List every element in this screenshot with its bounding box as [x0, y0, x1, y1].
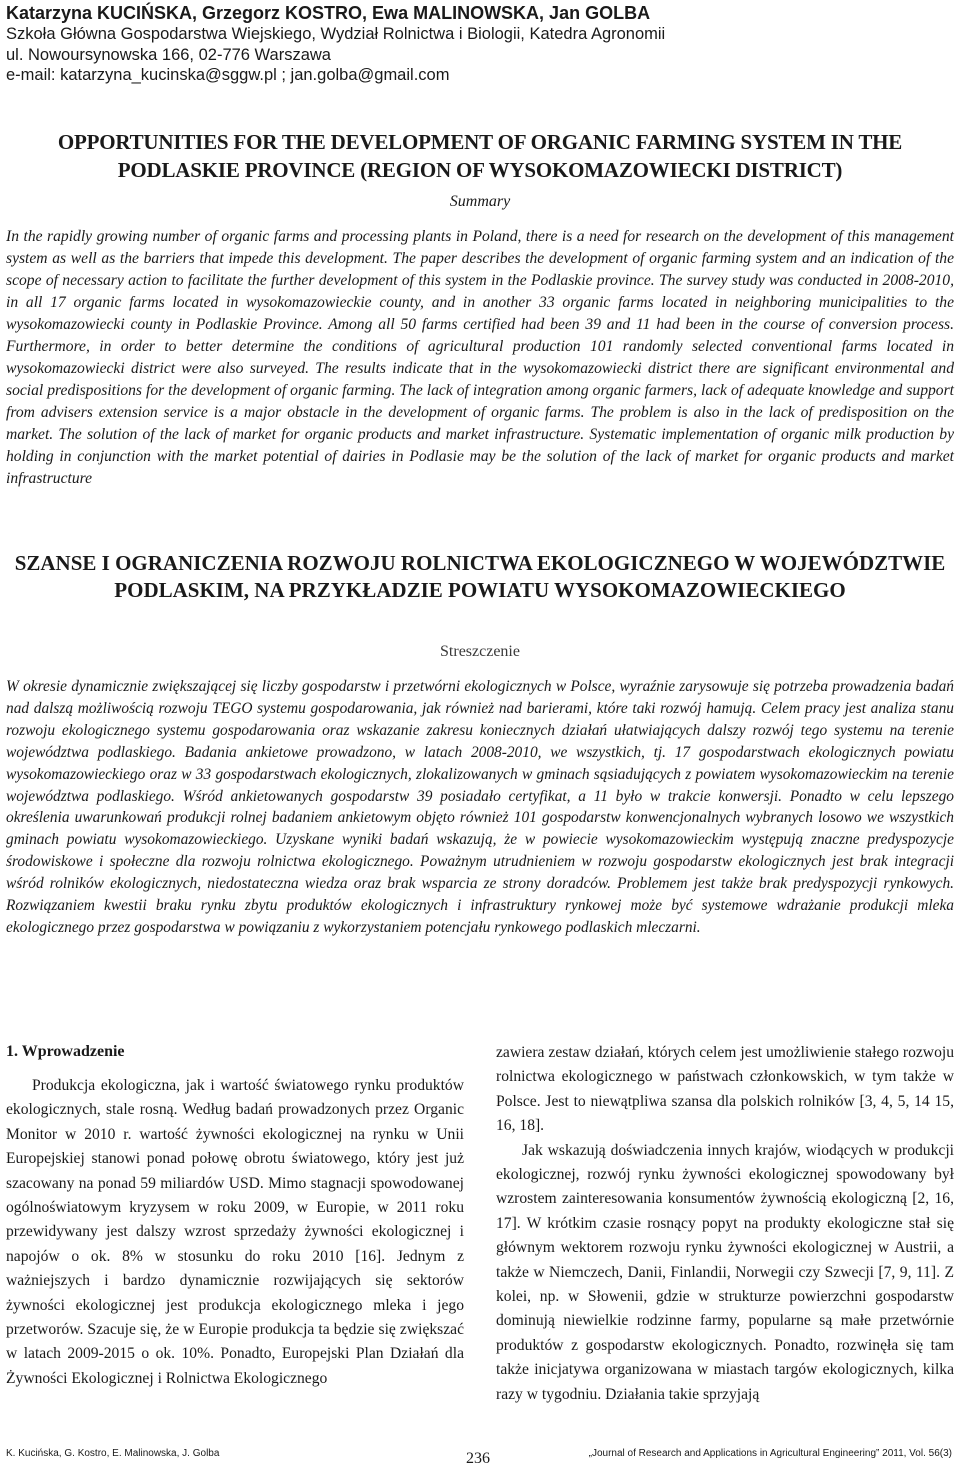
authors: Katarzyna KUCIŃSKA, Grzegorz KOSTRO, Ewa MALINOWSKA, Jan GOLBA — [6, 3, 651, 23]
footer-journal: „Journal of Research and Applications in Agricultural Engineering” 2011, Vol. 56(3) — [588, 1448, 952, 1459]
affiliation: Szkoła Główna Gospodarstwa Wiejskiego, Wydział Rolnictwa i Biologii, Katedra Agronomii — [6, 25, 666, 43]
title-english: OPPORTUNITIES FOR THE DEVELOPMENT OF ORGANIC FARMING SYSTEM IN THE PODLASKIE PROVINCE (REGION OF WYSOKOMAZOWIECKI DISTRICT) — [57, 130, 903, 182]
title-polish: SZANSE I OGRANICZENIA ROZWOJU ROLNICTWA EKOLOGICZNEGO W WOJEWÓDZTWIE PODLASKIM, NA PRZYKŁADZIE POWIATU WYSOKOMAZOWIECKIEGO — [14, 551, 946, 602]
author-info — [6, 2, 946, 86]
address: ul. Nowoursynowska 166, 02-776 Warszawa — [6, 45, 331, 64]
summary-text: In the rapidly growing number of organic farms and processing plants in Poland, there is a need for research on the development of this management system as well as the barriers that impede this development. The paper describes the development of organic farming system and an indication of the scope of necessary action to facilitate the further development of this system in the Podlaskie province. The survey study was conducted in 2008-2010, in all 17 organic farms located in wysokomazowieckie county, and in another 33 organic farms located in neighboring municipalities to the wysokomazowiecki county in Podlaskie Province. Among all 50 farms certified had been 39 and 11 had been in the course of conversion process. Furthermore, in order to better determine the conditions of agricultural production 101 randomly selected conventional farms located in wysokomazowiecki district were also surveyed. The results indicate that in the wysokomazowiecki district there are significant environmental and social predispositions for the development of organic farming. The lack of integration among organic farmers, lack of adequate knowledge and support from advisers extension service is a major obstacle in the development of organic farms. The problem is also in the lack of predisposition on the market. The solution of the lack of market for organic products and market infrastructure. Systematic implementation of organic milk production by holding in conjunction with the market potential of dairies in Podlasie may be the solution of the lack of market for organic products and market infrastructure — [6, 228, 954, 487]
section-heading: 1. Wprowadzenie — [6, 1043, 125, 1060]
right-column — [496, 1041, 954, 1407]
paragraph: Jak wskazują doświadczenia innych krajów, wiodących w produkcji ekologicznej, rozwój rynku żywności ekologicznej spowodowany był wzrostem zainteresowania konsumentów żywnością ekologiczną [2, 16, 17]. W krótkim czasie rosnący popyt na produkty ekologiczne stał się głównym wektorem rozwoju rynku żywności ekologicznej w Austrii, a także w Niemczech, Danii, Finlandii, Norwegii czy Szwecji [7, 9, 11]. Z kolei, np. w Słowenii, gdzie w strukturze powierzchni gospodarstw dominują niewielkie rodzinne farmy, popularne są małe przetwórnie produktów z gospodarstw ekologicznych. Ponadto, rozwinęła się tam także inicjatywa organizowana w miastach targów ekologicznych, kilka razy w tygodniu. Działania takie sprzyjają — [496, 1141, 954, 1403]
streszczenie-heading: Streszczenie — [440, 643, 520, 660]
paragraph: zawiera zestaw działań, których celem jest umożliwienie stałego rozwoju rolnictwa ekologicznego w państwach członkowskich, w tym także w Polsce. Jest to niewątpliwa szansa dla polskich rolników [3, 4, 5, 14 15, 16, 18]. — [496, 1044, 954, 1135]
streszczenie-text: W okresie dynamicznie zwiększającej się liczby gospodarstw i przetwórni ekologicznych w Polsce, wyraźnie zarysowuje się potrzeba prowadzenia badań nad dalszą możliwością rozwoju TEGO systemu gospodarowania, jak również nad barierami, które taki rozwój hamują. Celem pracy jest analiza stanu rozwoju ekologicznego systemu gospodarowania oraz wskazanie zakresu koniecznych działań ułatwiających dalszy rozwój tego systemu na terenie województwa podlaskiego. Badania ankietowe prowadzono, w latach 2008-2010, we wszystkich, tj. 17 gospodarstwach ekologicznych powiatu wysokomazowieckiego oraz w 33 gospodarstwach ekologicznych, zlokalizowanych w gminach sąsiadujących z powiatem wysokomazowieckim na terenie województwa podlaskiego. Wśród ankietowanych gospodarstw 39 posiadało certyfikat, a 11 było w trakcie konwersji. Ponadto w celu lepszego określenia uwarunkowań produkcji rolnej badaniem ankietowym objęto również 101 gospodarstw konwencjonalnych wybranych losowo we wszystkich gminach powiatu wysokomazowieckiego. Uzyskane wyniki badań wskazują, że w powiecie wysokomazowieckim występują znaczne predyspozycje środowiskowe i społeczne dla rozwoju rolnictwa ekologicznego. Poważnym utrudnieniem w rozwoju gospodarstw ekologicznych jest brak integracji wśród rolników ekologicznych, niedostateczna wiedza oraz brak wsparcia ze strony doradców. Problemem jest także brak predyspozycji rynkowych. Rozwiązaniem kwestii braku rynku zbytu produktów ekologicznych i infrastruktury rynkowej może być systemowe wdrażanie produkcji mleka ekologicznego przez gospodarstwa w powiązaniu z wykorzystaniem potencjału rynkowego podlaskich mleczarni. — [6, 678, 954, 936]
footer-authors: K. Kucińska, G. Kostro, E. Malinowska, J. Golba — [6, 1448, 220, 1459]
email: e-mail: katarzyna_kucinska@sggw.pl ; jan.golba@gmail.com — [6, 66, 450, 84]
summary-heading: Summary — [449, 193, 511, 210]
left-column — [6, 1040, 464, 1391]
page-number: 236 — [466, 1450, 490, 1467]
paragraph: Produkcja ekologiczna, jak i wartość światowego rynku produktów ekologicznych, stale rosną. Według badań prowadzonych przez Organic Monitor w 2010 r. wartość żywności ekologicznej na rynku w Unii Europejskiej stanowi ponad połowę obrotu światowego, który jest już szacowany na ponad 59 miliardów USD. Mimo stagnacji spowodowanej ogólnoświatowym kryzysem w roku 2009, w Europie, w 2011 roku przewidywany jest dalszy wzrost sprzedaży żywności ekologicznej i napojów o ok. 8% w stosunku do roku 2010 [16]. Jednym z ważniejszych i bardzo dynamicznie rozwijających się sektorów żywności ekologicznej jest produkcja ekologicznego mleka i jego przetworów. Szacuje się, że w Europie produkcja ta będzie się zwiększać w latach 2009-2015 o ok. 10%. Ponadto, Europejski Plan Działań dla Żywności Ekologicznej i Rolnictwa Ekologicznego — [6, 1077, 464, 1387]
